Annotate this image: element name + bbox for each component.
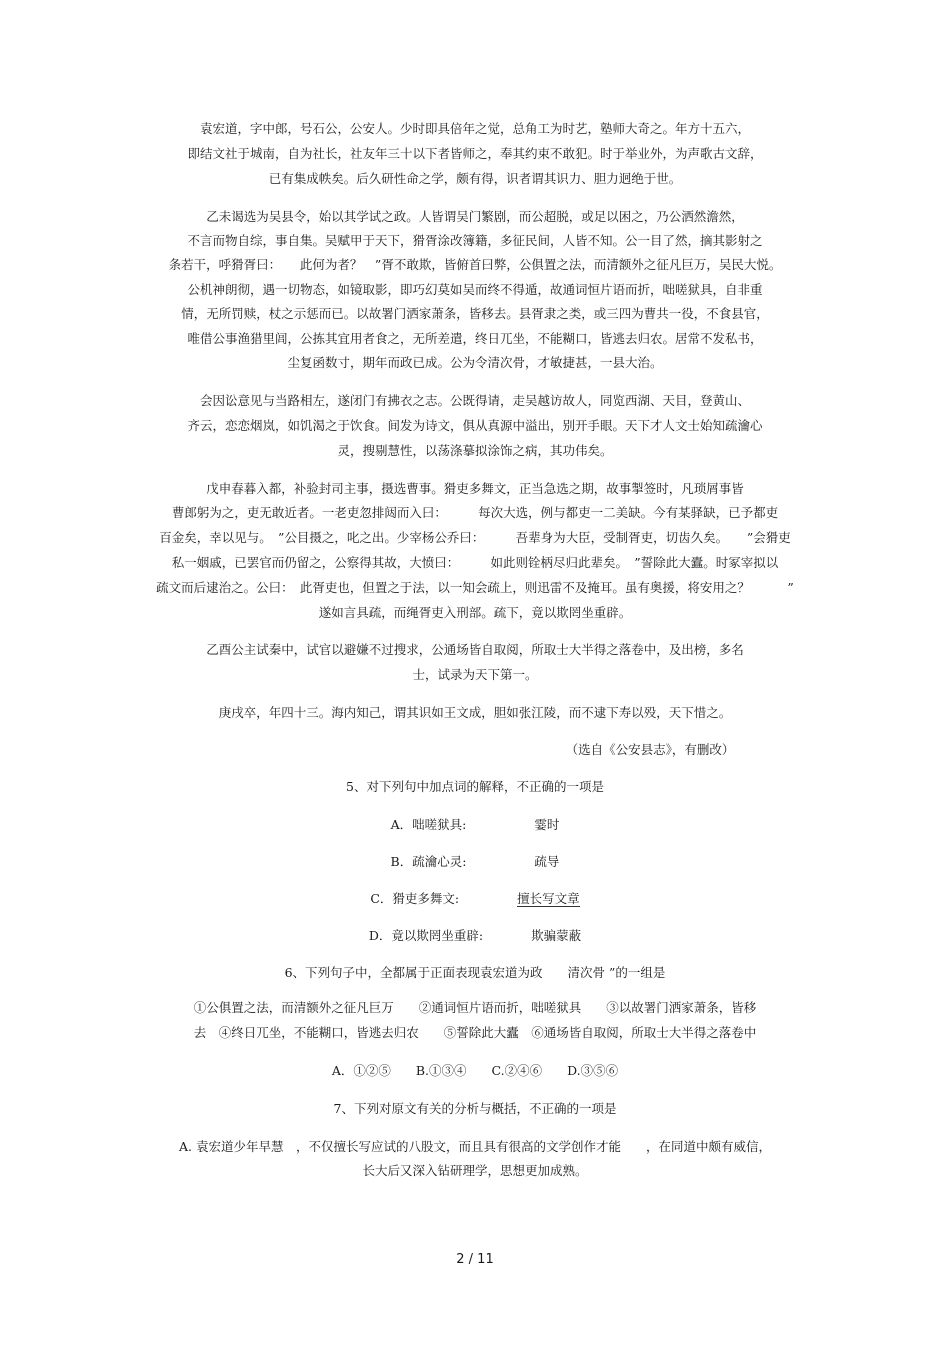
- q6-stem: 6、下列句子中，全都属于正面表现袁宏道为政 清次骨 ”的一组是: [284, 965, 666, 980]
- q6-line-2: 去 ④终日兀坐，不能糊口，皆逃去归农 ⑤誓除此大蠹 ⑥通场皆自取阅，所取士大半得之落卷中: [193, 1025, 757, 1040]
- passage-p4-line-2: 曹郎躬为之，吏无敢近者。一老吏忽排闼而入曰： 每次大选，例与都吏一二美缺。今有某驿缺，已予都吏: [171, 505, 779, 520]
- passage-p2-line-5: 情，无所罚赎，杖之示惩而已。以故署门洒家萧条，皆移去。县胥隶之类，或三四为曹共一役，不食县官，: [181, 306, 769, 321]
- q7-stem: 7、下列对原文有关的分析与概括，不正确的一项是: [333, 1101, 617, 1116]
- q5-option-a: [110, 817, 840, 833]
- passage-p2-line-3: 条若干，呼猾胥曰： 此何为者？ ”胥不敢欺，皆俯首曰弊，公俱置之法，而清额外之征凡巨万，吴民大悦。: [168, 257, 782, 272]
- passage-p2-line-6: 唯借公事渔猎里闾，公拣其宜用者食之，无所差遣，终日兀坐，不能糊口，皆逃去归农。居常不发私书，: [187, 331, 763, 346]
- q5-option-d-answer: 欺骗蒙蔽: [531, 928, 582, 943]
- passage-p4-line-3: 百金矣，幸以见与。 ”公目摄之，叱之出。少宰杨公乔曰： 吾辈身为大臣，受制胥吏，切齿久矣。 ”会猾吏: [159, 530, 791, 545]
- passage-p3-line-1: 会因讼意见与当路相左，遂闭门有拂衣之志。公既得请，走吴越访故人，同览西湖、天目，登黄山、: [199, 393, 750, 408]
- passage-p4-line-5: 疏文而后逮治之。公曰： 此胥吏也，但置之于法，以一知会疏上，则迅雷不及掩耳。虽有奥援，将安用之？ ”: [156, 580, 794, 595]
- passage-p3-line-2: 齐云，恋恋烟岚，如饥渴之于饮食。间发为诗文，俱从真源中溢出，别开手眼。天下才人文士始知疏瀹心: [187, 418, 763, 433]
- q5-option-b-label: B．疏瀹心灵:: [390, 854, 467, 869]
- passage-p4-line-4: 私一姻戚，已罢官而仍留之，公察得其故，大愤曰： 如此则铨柄尽归此辈矣。 ”誓除此大蠹。时冢宰拟以: [171, 555, 779, 570]
- page-number: 2 / 11: [456, 1252, 494, 1267]
- passage-p4-line-1: 戊申春暮入都，补验封司主事，摄选曹事。猾吏多舞文，正当急选之期，故事掣签时，凡琐屑事皆: [206, 481, 744, 496]
- q5-option-c: [110, 891, 840, 907]
- q7-option-a-line-1: A. 袁宏道少年早慧 ，不仅擅长写应试的八股文，而且具有很高的文学创作才能 ，在同道中颇有威信，: [179, 1139, 771, 1154]
- passage-source: （选自《公安县志》，有删改）: [565, 742, 735, 757]
- passage-p5-line-1: 乙酉公主试秦中，试官以避嫌不过搜求，公通场皆自取阅，所取士大半得之落卷中，及出榜，多名: [206, 642, 744, 657]
- passage-p1-line-2: 即结文社于城南，自为社长，社友年三十以下者皆师之，奉其约束不敢犯。时于举业外，为声歌古文辞，: [187, 146, 763, 161]
- passage-p1-line-3: 已有集成帙矣。后久研性命之学，颇有得，识者谓其识力、胆力迥绝于世。: [268, 171, 682, 186]
- q5-option-c-answer: 擅长写文章: [517, 891, 580, 906]
- q5-stem: 5、对下列句中加点词的解释，不正确的一项是: [346, 779, 604, 794]
- passage-p6: 庚戌卒，年四十三。海内知己，谓其识如王文成，胆如张江陵，而不逮下寿以殁，天下惜之。: [218, 705, 732, 720]
- q5-option-d: [110, 928, 840, 944]
- q5-option-d-label: D．竟以欺罔坐重辟:: [368, 928, 484, 943]
- passage-p2-line-7: 尘复函数寸，期年而政已成。公为令清次骨，才敏捷甚，一县大治。: [287, 355, 663, 370]
- q5-option-a-label: A．咄嗟狱具:: [390, 817, 467, 832]
- q6-line-1: ①公俱置之法，而清额外之征凡巨万 ②通词恒片语而折，咄嗟狱具 ③以故署门洒家萧条，皆移: [193, 1000, 757, 1015]
- q5-option-c-label: C．猾吏多舞文:: [370, 891, 460, 906]
- q7-option-a-line-2: 长大后又深入钻研理学，思想更加成熟。: [362, 1163, 588, 1178]
- q6-choices: A．①②⑤ B.①③④ C.②④⑥ D.③⑤⑥: [331, 1063, 619, 1078]
- q5-option-b-answer: 疏导: [534, 854, 560, 869]
- passage-p2-line-4: 公机神朗彻，遇一切物态，如镜取影，即巧幻莫如吴而终不得遁，故通词恒片语而折，咄嗟狱具，自非重: [187, 282, 763, 297]
- passage-p2-line-1: 乙未谒选为吴县令，始以其学试之政。人皆谓吴门繁剧，而公超脱，或足以困之，乃公洒然澹然，: [206, 209, 744, 224]
- passage-p1-line-1: 袁宏道，字中郎，号石公，公安人。少时即具倍年之觉，总角工为时艺，塾师大奇之。年方十五六，: [199, 121, 750, 136]
- passage-p5-line-2: 士，试录为天下第一。: [412, 667, 538, 682]
- passage-p4-line-6: 遂如言具疏，而绳胥吏入刑部。疏下，竟以欺罔坐重辟。: [318, 605, 632, 620]
- q5-option-b: [110, 854, 840, 870]
- passage-p2-line-2: 不言而物自综，事自集。吴赋甲于天下，猾胥涂改簿籍，多征民间，人皆不知。公一目了然，摘其影射之: [187, 233, 763, 248]
- q5-option-a-answer: 霎时: [534, 817, 560, 832]
- passage-p3-line-3: 灵，搜剔慧性，以荡涤摹拟涂饰之病，其功伟矣。: [337, 443, 613, 458]
